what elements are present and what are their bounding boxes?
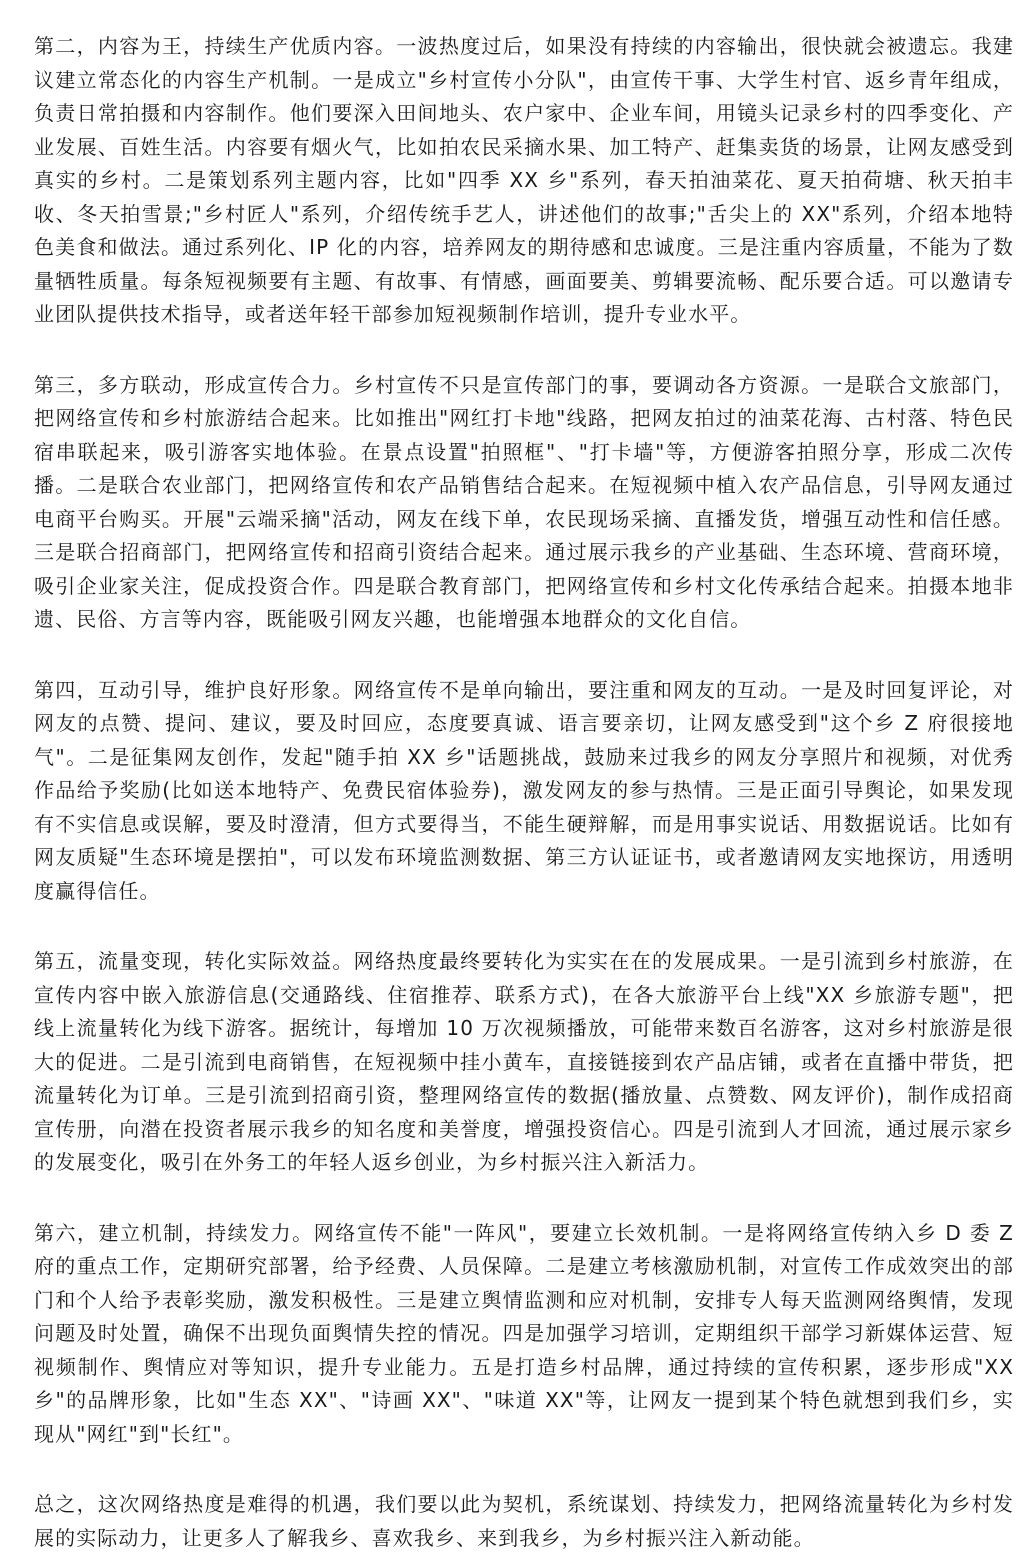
paragraph-traffic-monetization: 第五，流量变现，转化实际效益。网络热度最终要转化为实实在在的发展成果。一是引流到乡村旅游，在宣传内容中嵌入旅游信息(交通路线、住宿推荐、联系方式)，在各大旅游平台上线"XX 乡旅游专题"，把线上流量转化为线下游客。据统计，每增加 10 万次视频播放，可能带来数百名游客，这对乡村旅游是很大的促进。二是引流到电商销售，在短视频中挂小黄车，直接链接到农产品店铺，或者在直播中带货，把流量转化为订单。三是引流到招商引资，整理网络宣传的数据(播放量、点赞数、网友评价)，制作成招商宣传册，向潜在投资者展示我乡的知名度和美誉度，增强投资信心。四是引流到人才回流，通过展示家乡的发展变化，吸引在外务工的年轻人返乡创业，为乡村振兴注入新活力。 [34, 949, 1014, 1174]
paragraph-interactive-guidance: 第四，互动引导，维护良好形象。网络宣传不是单向输出，要注重和网友的互动。一是及时回复评论，对网友的点赞、提问、建议，要及时回应，态度要真诚、语言要亲切，让网友感受到"这个乡 Z 府很接地气"。二是征集网友创作，发起"随手拍 XX 乡"话题挑战，鼓励来过我乡的网友分享照片和视频，对优秀作品给予奖励(比如送本地特产、免费民宿体验券)，激发网友的参与热情。三是正面引导舆论，如果发现有不实信息或误解，要及时澄清，但方式要得当，不能生硬辩解，而是用事实说话、用数据说话。比如有网友质疑"生态环境是摆拍"，可以发布环境监测数据、第三方认证证书，或者邀请网友实地探访，用透明度赢得信任。 [34, 677, 1014, 903]
paragraph-establish-mechanism: 第六，建立机制，持续发力。网络宣传不能"一阵风"，要建立长效机制。一是将网络宣传纳入乡 D 委 Z 府的重点工作，定期研究部署，给予经费、人员保障。二是建立考核激励机制，对宣传工作成效突出的部门和个人给予表彰奖励，激发积极性。三是建立舆情监测和应对机制，安排专人每天监测网络舆情，发现问题及时处置，确保不出现负面舆情失控的情况。四是加强学习培训，定期组织干部学习新媒体运营、短视频制作、舆情应对等知识，提升专业能力。五是打造乡村品牌，通过持续的宣传积累，逐步形成"XX 乡"的品牌形象，比如"生态 XX"、"诗画 XX"、"味道 XX"等，让网友一提到某个特色就想到我们乡，实现从"网红"到"长红"。 [34, 1220, 1014, 1446]
paragraph-conclusion: 总之，这次网络热度是难得的机遇，我们要以此为契机，系统谋划、持续发力，把网络流量转化为乡村发展的实际动力，让更多人了解我乡、喜欢我乡、来到我乡，为乡村振兴注入新动能。 [34, 1492, 1014, 1550]
paragraph-multi-party-linkage: 第三，多方联动，形成宣传合力。乡村宣传不只是宣传部门的事，要调动各方资源。一是联合文旅部门，把网络宣传和乡村旅游结合起来。比如推出"网红打卡地"线路，把网友拍过的油菜花海、古村落、特色民宿串联起来，吸引游客实地体验。在景点设置"拍照框"、"打卡墙"等，方便游客拍照分享，形成二次传播。二是联合农业部门，把网络宣传和农产品销售结合起来。在短视频中植入农产品信息，引导网友通过电商平台购买。开展"云端采摘"活动，网友在线下单，农民现场采摘、直播发货，增强互动性和信任感。三是联合招商部门，把网络宣传和招商引资结合起来。通过展示我乡的产业基础、生态环境、营商环境，吸引企业家关注，促成投资合作。四是联合教育部门，把网络宣传和乡村文化传承结合起来。拍摄本地非遗、民俗、方言等内容，既能吸引网友兴趣，也能增强本地群众的文化自信。 [34, 372, 1014, 631]
paragraph-content-is-king: 第二，内容为王，持续生产优质内容。一波热度过后，如果没有持续的内容输出，很快就会被遗忘。我建议建立常态化的内容生产机制。一是成立"乡村宣传小分队"，由宣传干事、大学生村官、返乡青年组成，负责日常拍摄和内容制作。他们要深入田间地头、农户家中、企业车间，用镜头记录乡村的四季变化、产业发展、百姓生活。内容要有烟火气，比如拍农民采摘水果、加工特产、赶集卖货的场景，让网友感受到真实的乡村。二是策划系列主题内容，比如"四季 XX 乡"系列，春天拍油菜花、夏天拍荷塘、秋天拍丰收、冬天拍雪景;"乡村匠人"系列，介绍传统手艺人，讲述他们的故事;"舌尖上的 XX"系列，介绍本地特色美食和做法。通过系列化、IP 化的内容，培养网友的期待感和忠诚度。三是注重内容质量，不能为了数量牺牲质量。每条短视频要有主题、有故事、有情感，画面要美、剪辑要流畅、配乐要合适。可以邀请专业团队提供技术指导，或者送年轻干部参加短视频制作培训，提升专业水平。 [34, 34, 1014, 326]
